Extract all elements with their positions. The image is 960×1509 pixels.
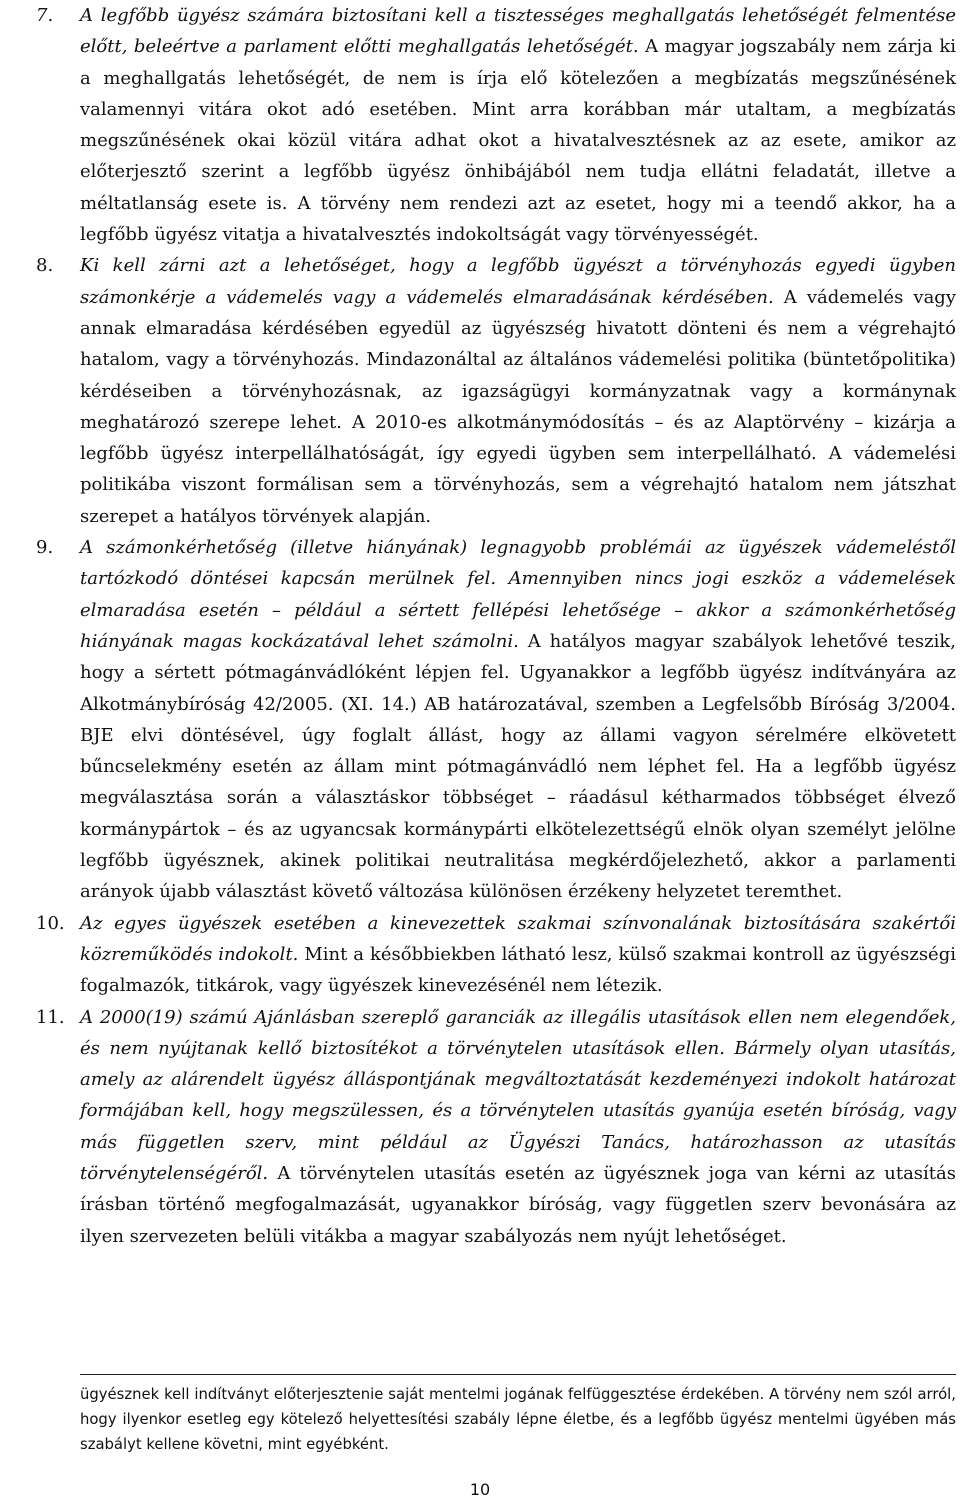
footnote-text: ügyésznek kell indítványt előterjesztenie saját mentelmi jogának felfüggesztése érdekében. A törvény nem szól arról, hogy ilyenkor esetleg egy kötelező helyettesítési szabály lépne életbe, és a legfőbb ügyész mentelmi ügyében más szabályt kellene követni, mint egyébként. [80,1386,956,1453]
item-italic-text: A 2000(19) számú Ajánlásban szereplő garanciák az illegális utasítások ellen nem elegendőek, és nem nyújtanak kellő biztosítékot a törvénytelen utasítások ellen. Bármely olyan utasítás, amely az alárendelt ügyész álláspontjának megváltoztatását kezdeményezi indokolt határozat formájában kell, hogy megszülessen, és a törvénytelen utasítás gyanúja esetén bíróság, vagy más független szerv, mint például az Ügyészi Tanács, határozhasson az utasítás törvénytelenségéről. [80,1006,956,1184]
list-item-10 [0,908,960,1002]
item-text [80,0,956,250]
list-item-11 [0,1002,960,1252]
item-italic-text: Az egyes ügyészek esetében a kinevezettek szakmai színvonalának biztosítására szakértői közreműködés indokolt. [80,912,956,965]
item-number: 7. [36,5,54,26]
page-number: 10 [469,1480,491,1499]
item-normal-text: A törvénytelen utasítás esetén az ügyésznek joga van kérni az utasítás írásban történő megfogalmazását, ugyanakkor bíróság, vagy független szerv bevonására az ilyen szervezeten belüli vitákba a magyar szabályozás nem nyújt lehetőséget. [80,1162,956,1247]
item-text [80,1002,956,1252]
item-text [80,908,956,1002]
item-normal-text: A hatályos magyar szabályok lehetővé teszik, hogy a sértett pótmagánvádlóként lépjen fel. Ugyanakkor a legfőbb ügyész indítványára az Alkotmánybíróság 42/2005. (XI. 14.) AB határozatával, szemben a Legfelsőbb Bíróság 3/2004. BJE elvi döntésével, úgy foglalt állást, hogy az állami vagyon sérelmére elkövetett bűncselekmény esetén az állam mint pótmagánvádló nem léphet fel. Ha a legfőbb ügyész megválasztása során a választáskor többséget – ráadásul kétharmados többséget élvező kormánypártok – és az ugyancsak kormánypárti elkötelezettségű elnök olyan személyt jelölne legfőbb ügyésznek, akinek politikai neutralitása megkérdőjelezhető, akkor a parlamenti arányok újabb választást követő változása különösen érzékeny helyzetet teremthet. [80,630,957,903]
list-item-8 [0,250,960,532]
item-number: 8. [36,255,54,277]
item-number: 9. [36,537,54,559]
item-italic-text: A számonkérhetőség (illetve hiányának) legnagyobb problémái az ügyészek vádemeléstől tartózkodó döntései kapcsán merülnek fel. Amennyiben nincs jogi eszköz a vádemelések elmaradása esetén – például a sértett fellépési lehetősége – akkor a számonkérhetőség hiányának magas kockázatával lehet számolni. [80,537,956,652]
list-item-9 [0,532,960,908]
item-number: 10. [36,912,65,934]
item-normal-text: Mint a későbbiekben látható lesz, külső szakmai kontroll az ügyészségi fogalmazók, titkárok, vagy ügyészek kinevezésénél nem létezik. [80,943,956,997]
item-italic-text: Ki kell zárni azt a lehetőséget, hogy a legfőbb ügyészt a törvényhozás egyedi ügyben számonkérje a vádemelés vagy a vádemelés elmaradásának kérdésében. [80,255,956,308]
item-normal-text: A vádemelés vagy annak elmaradása kérdésében egyedül az ügyészség hivatott dönteni és nem a végrehajtó hatalom, vagy a törvényhozás. Mindazonáltal az általános vádemelési politika (büntetőpolitika) kérdéseiben a törvényhozásnak, az igazságügyi kormányzatnak vagy a kormánynak meghatározó szerepe lehet. A 2010-es alkotmánymódosítás – és az Alaptörvény – kizárja a legfőbb ügyész interpellálhatóságát, így egyedi ügyben sem interpellálható. A vádemelési politikába viszont formálisan sem a törvényhozás, sem a végrehajtó hatalom nem játszhat szerepet a hatályos törvények alapján. [80,286,956,527]
item-text [80,532,956,908]
footnote-separator [80,1374,956,1375]
item-text [80,250,956,532]
item-number: 11. [36,1006,65,1028]
list-item-7 [0,0,960,250]
item-normal-text: A magyar jogszabály nem zárja ki a meghallgatás lehetőségét, de nem is írja elő kötelezően a megbízatás megszűnésének valamennyi vitára okot adó esetében. Mint arra korábban már utaltam, a megbízatás megszűnésének okai közül vitára adhat okot a hivatalvesztésnek az az esete, amikor az előterjesztő szerint a legfőbb ügyész önhibájából nem tudja ellátni feladatát, illetve a méltatlanság esete is. A törvény nem rendezi azt az esetet, hogy mi a teendő akkor, ha a legfőbb ügyész vitatja a hivatalvesztés indokoltságát vagy törvényességét. [80,36,956,246]
item-italic-text: A legfőbb ügyész számára biztosítani kell a tisztességes meghallgatás lehetőségét felmentése előtt, beleértve a parlament előtti meghallgatás lehetőségét. [80,5,956,58]
